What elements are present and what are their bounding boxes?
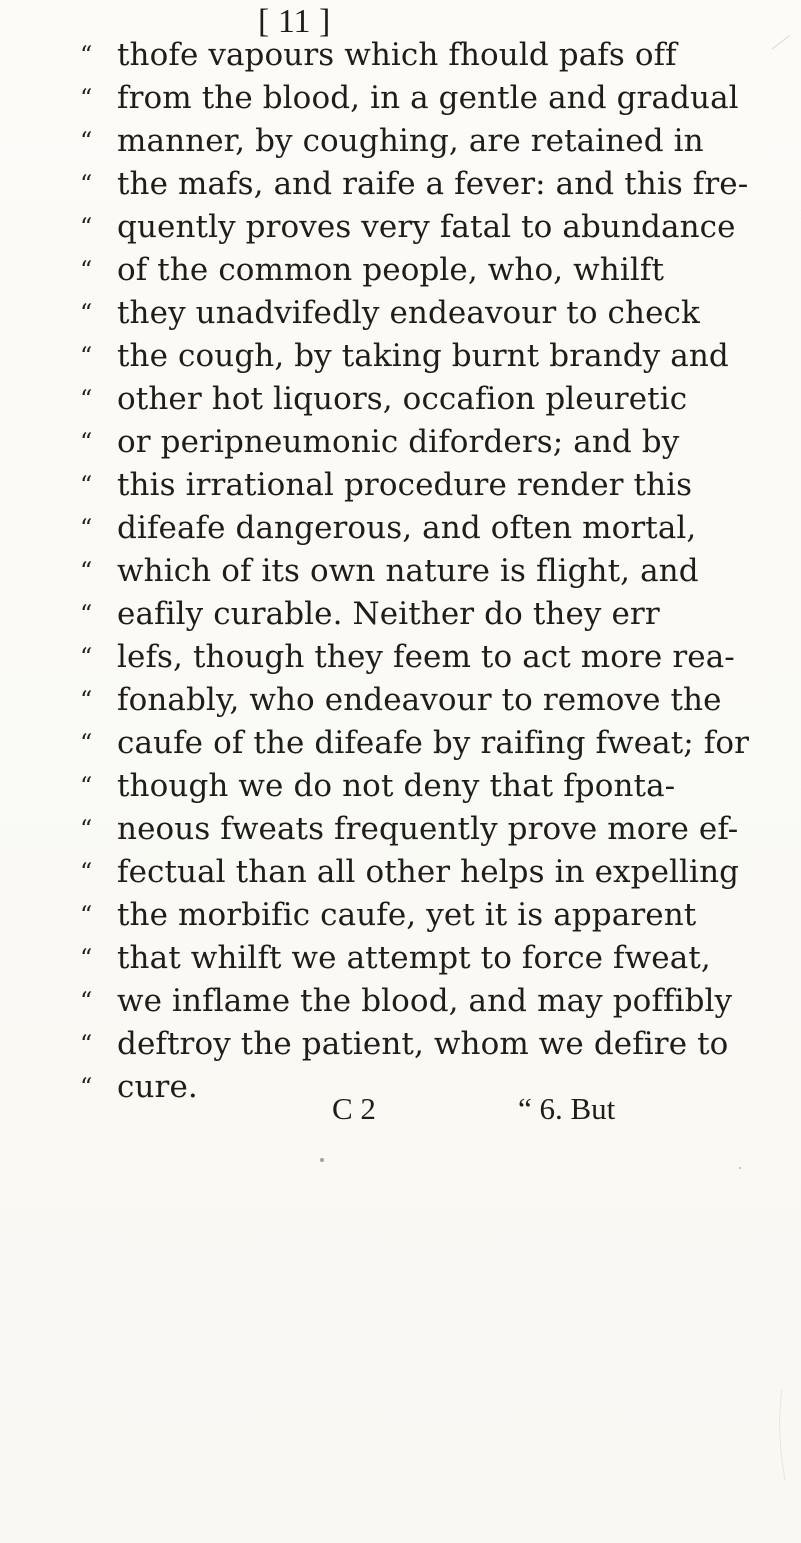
- body-text: [80, 34, 750, 1109]
- open-quote-mark: “: [80, 385, 93, 413]
- open-quote-mark: “: [80, 557, 93, 585]
- page-number-header: [ 11 ]: [258, 3, 331, 40]
- text-line: [80, 120, 704, 163]
- open-quote-mark: “: [80, 815, 93, 843]
- line-text: the morbific caufe, yet it is apparent: [117, 897, 697, 933]
- text-line: [80, 593, 680, 636]
- line-text: the cough, by taking burnt brandy and: [117, 338, 729, 374]
- text-line: [80, 378, 688, 421]
- catchword: “ 6. But: [518, 1091, 616, 1126]
- text-line: [80, 335, 729, 378]
- line-text: eafily curable. Neither do they err: [117, 596, 660, 632]
- text-line: [80, 507, 697, 550]
- text-line: [80, 163, 749, 206]
- line-text: caufe of the difeafe by raifing fweat; for: [117, 725, 750, 761]
- line-text: or peripneumonic diforders; and by: [117, 424, 680, 460]
- open-quote-mark: “: [80, 643, 93, 671]
- text-line: [80, 1023, 729, 1066]
- signature-mark: C 2: [332, 1091, 376, 1126]
- line-text: neous fweats frequently prove more ef-: [117, 811, 739, 847]
- open-quote-mark: “: [80, 944, 93, 972]
- open-quote-mark: “: [80, 901, 93, 929]
- text-line: [80, 464, 693, 507]
- text-line: [80, 937, 711, 980]
- open-quote-mark: “: [80, 987, 93, 1015]
- line-text: from the blood, in a gentle and gradual: [117, 80, 739, 116]
- line-text: cure.: [117, 1069, 198, 1105]
- line-text: they unadvifedly endeavour to check: [117, 295, 700, 331]
- open-quote-mark: “: [80, 514, 93, 542]
- text-line: [80, 550, 699, 593]
- line-text: we inflame the blood, and may poffibly: [117, 983, 733, 1019]
- open-quote-mark: “: [80, 213, 93, 241]
- text-line: [80, 679, 722, 722]
- open-quote-mark: “: [80, 1030, 93, 1058]
- line-text: the mafs, and raife a fever: and this fre-: [117, 166, 749, 202]
- open-quote-mark: “: [80, 256, 93, 284]
- page-footer: [0, 1089, 801, 1129]
- line-text: fectual than all other helps in expelling: [117, 854, 740, 890]
- line-text: which of its own nature is flight, and: [117, 553, 699, 589]
- text-line: [80, 77, 739, 120]
- line-text: quently proves very fatal to abundance: [117, 209, 736, 245]
- open-quote-mark: “: [80, 84, 93, 112]
- line-text: difeafe dangerous, and often mortal,: [117, 510, 697, 546]
- line-text: other hot liquors, occafion pleuretic: [117, 381, 688, 417]
- line-text: manner, by coughing, are retained in: [117, 123, 704, 159]
- open-quote-mark: “: [80, 342, 93, 370]
- open-quote-mark: “: [80, 170, 93, 198]
- line-text: thofe vapours which fhould pafs off: [117, 37, 677, 73]
- open-quote-mark: “: [80, 772, 93, 800]
- text-line: [80, 808, 739, 851]
- open-quote-mark: “: [80, 1073, 93, 1101]
- text-line: [80, 765, 680, 808]
- open-quote-mark: “: [80, 299, 93, 327]
- text-line: [80, 636, 735, 679]
- open-quote-mark: “: [80, 127, 93, 155]
- line-text: deftroy the patient, whom we defire to: [117, 1026, 729, 1062]
- line-text: that whilft we attempt to force fweat,: [117, 940, 711, 976]
- line-text: fonably, who endeavour to remove the: [117, 682, 722, 718]
- open-quote-mark: “: [80, 686, 93, 714]
- text-line: [80, 34, 680, 77]
- text-line: [80, 206, 736, 249]
- open-quote-mark: “: [80, 729, 93, 757]
- open-quote-mark: “: [80, 41, 93, 69]
- text-line: [80, 851, 740, 894]
- text-line: [80, 722, 750, 765]
- line-text: of the common people, who, whilft: [117, 252, 665, 288]
- text-line: [80, 292, 700, 335]
- open-quote-mark: “: [80, 600, 93, 628]
- text-line: [80, 421, 680, 464]
- text-line: [80, 249, 680, 292]
- open-quote-mark: “: [80, 471, 93, 499]
- line-text: lefs, though they feem to act more rea-: [117, 639, 735, 675]
- line-text: though we do not deny that fponta-: [117, 768, 676, 804]
- text-line: [80, 980, 733, 1023]
- open-quote-mark: “: [80, 428, 93, 456]
- text-line: [80, 894, 697, 937]
- line-text: this irrational procedure render this: [117, 467, 693, 503]
- open-quote-mark: “: [80, 858, 93, 886]
